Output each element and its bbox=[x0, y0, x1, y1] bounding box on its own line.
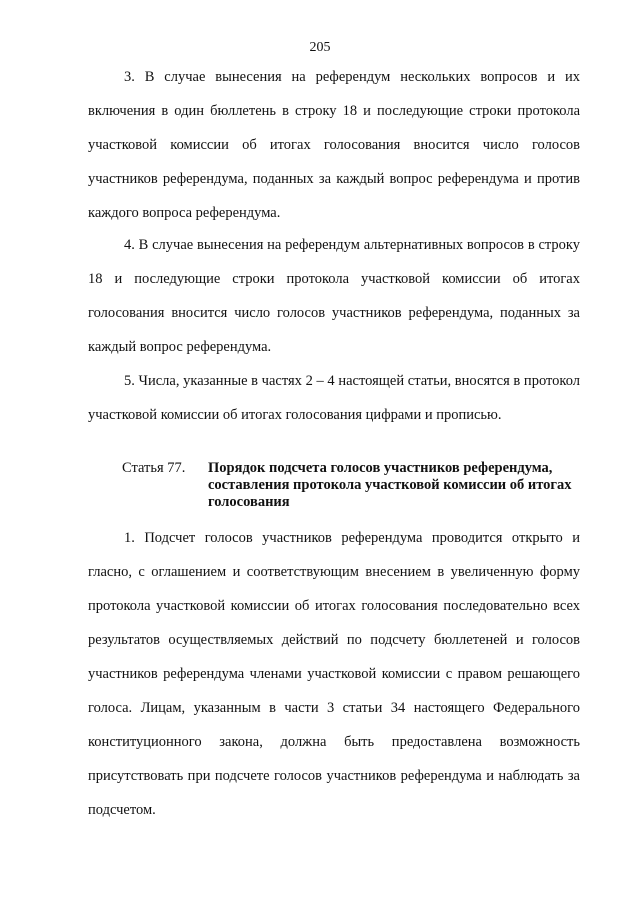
page-number: 205 bbox=[309, 40, 331, 55]
paragraph-text: 5. Числа, указанные в частях 2 – 4 настоящей статьи, вносятся в протокол участковой комиссии об итогах голосования цифрами и прописью. bbox=[88, 373, 580, 423]
paragraph-part-3 bbox=[88, 60, 580, 230]
paragraph-article-77-part-1 bbox=[88, 521, 580, 827]
article-title: Порядок подсчета голосов участников референдума, составления протокола участковой комиссии об итогах голосования bbox=[208, 460, 572, 510]
paragraph-part-4 bbox=[88, 228, 580, 364]
paragraph-text: 3. В случае вынесения на референдум нескольких вопросов и их включения в один бюллетень в строку 18 и последующие строки протокола участковой комиссии об итогах голосования вносится число голосов участников референдума, поданных за каждый вопрос референдума и против каждого вопроса референдума. bbox=[88, 69, 580, 221]
paragraph-text: 4. В случае вынесения на референдум альтернативных вопросов в строку 18 и последующие строки протокола участковой комиссии об итогах голосования вносится число голосов участников референдума, поданных за каждый вопрос референдума. bbox=[88, 237, 580, 355]
article-number: Статья 77. bbox=[122, 460, 186, 476]
paragraph-text: 1. Подсчет голосов участников референдума проводится открыто и гласно, с оглашением и соответствующим внесением в увеличенную форму протокола участковой комиссии об итогах голосования последовательно всех результатов осуществляемых действий по подсчету бюллетеней и голосов участников референдума членами участковой комиссии с правом решающего голоса. Лицам, указанным в части 3 статьи 34 настоящего Федерального конституционного закона, должна быть предоставлена возможность присутствовать при подсчете голосов участников референдума и наблюдать за подсчетом. bbox=[88, 530, 580, 818]
paragraph-part-5 bbox=[88, 364, 580, 432]
